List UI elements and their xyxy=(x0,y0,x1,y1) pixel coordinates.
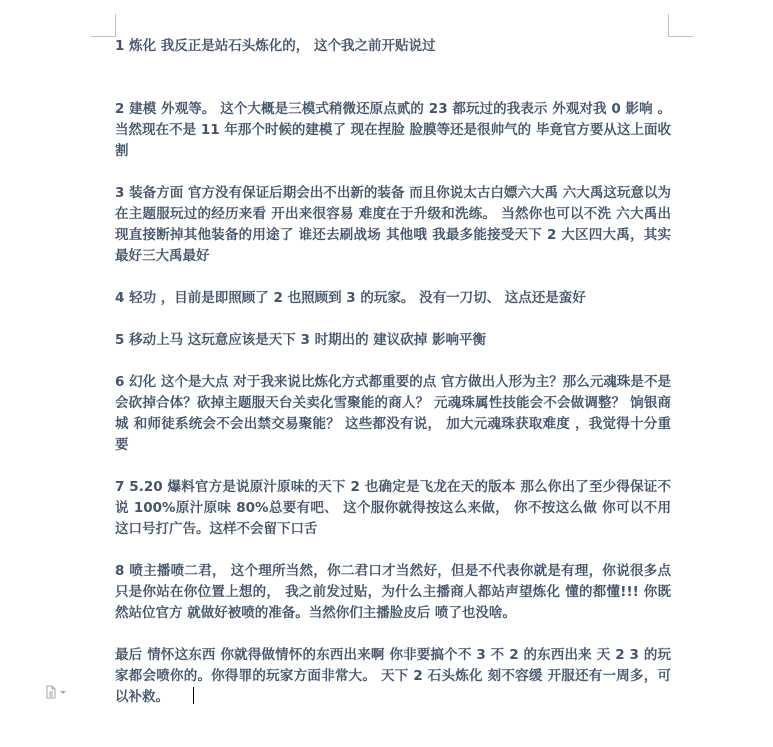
paragraph-1: 1 炼化 我反正是站石头炼化的， 这个我之前开贴说过 xyxy=(115,38,436,54)
paste-options-icon[interactable] xyxy=(46,684,70,698)
paragraph-5: 5 移动上马 这玩意应该是天下 3 时期出的 建议砍掉 影响平衡 xyxy=(115,332,486,348)
document-body[interactable] xyxy=(115,36,671,708)
paragraph-7: 7 5.20 爆料官方是说原汁原味的天下 2 也确定是飞龙在天的版本 那么你出了至少得保证不说 100%原汁原味 80%总要有吧、 这个服你就得按这么来做， 你不按这么做 你可以不用这口号打广告。这样不会留下口舌 xyxy=(115,479,671,537)
crop-mark-top-left xyxy=(91,14,116,37)
paragraph-9-text: 最后 情怀这东西 你就得做情怀的东西出来啊 你非要搞个不 3 不 2 的东西出来 天 2 3 的玩家都会喷你的。你得罪的玩家方面非常大。 天下 2 石头炼化 刻不容缓 开服还有一周多，可以补救。 xyxy=(115,647,671,705)
paragraph-4: 4 轻功 ，目前是即照顾了 2 也照顾到 3 的玩家。 没有一刀切、 这点还是蛮好 xyxy=(115,290,586,306)
paragraph-3: 3 装备方面 官方没有保证后期会出不出新的装备 而且你说太古白嫖六大禹 六大禹这玩意以为在主题服玩过的经历来看 开出来很容易 难度在于升级和洗练。 当然你也可以不洗 六大禹出现直接断掉其他装备的用途了 谁还去刷战场 其他哦 我最多能接受天下 2 大区四大禹，其实最好三大禹最好 xyxy=(115,185,671,264)
paragraph-8: 8 喷主播喷二君， 这个理所当然，你二君口才当然好，但是不代表你就是有理，你说很多点只是你站在你位置上想的， 我之前发过贴，为什么主播商人都站声望炼化 懂的都懂!!! 你既然站位官方 就做好被喷的准备。当然你们主播脸皮后 喷了也没啥。 xyxy=(115,563,671,621)
paragraph-6: 6 幻化 这个是大点 对于我来说比炼化方式都重要的点 官方做出人形为主？那么元魂珠是不是会砍掉合体？砍掉主题服天台关卖化雪聚能的商人？ 元魂珠属性技能会不会做调整？ 饷银商城 和师徒系统会不会出禁交易聚能？ 这些都没有说， 加大元魂珠获取难度 ，我觉得十分重要 xyxy=(115,374,671,453)
paragraph-2: 2 建模 外观等。 这个大概是三模式稍微还原点贰的 23 都玩过的我表示 外观对我 0 影响 。 当然现在不是 11 年那个时候的建模了 现在捏脸 脸膜等还是很帅气的 毕竟官方要从这上面收割 xyxy=(115,101,671,159)
paragraph-9 xyxy=(115,645,671,708)
crop-mark-top-right xyxy=(668,14,693,37)
text-cursor xyxy=(193,687,194,704)
